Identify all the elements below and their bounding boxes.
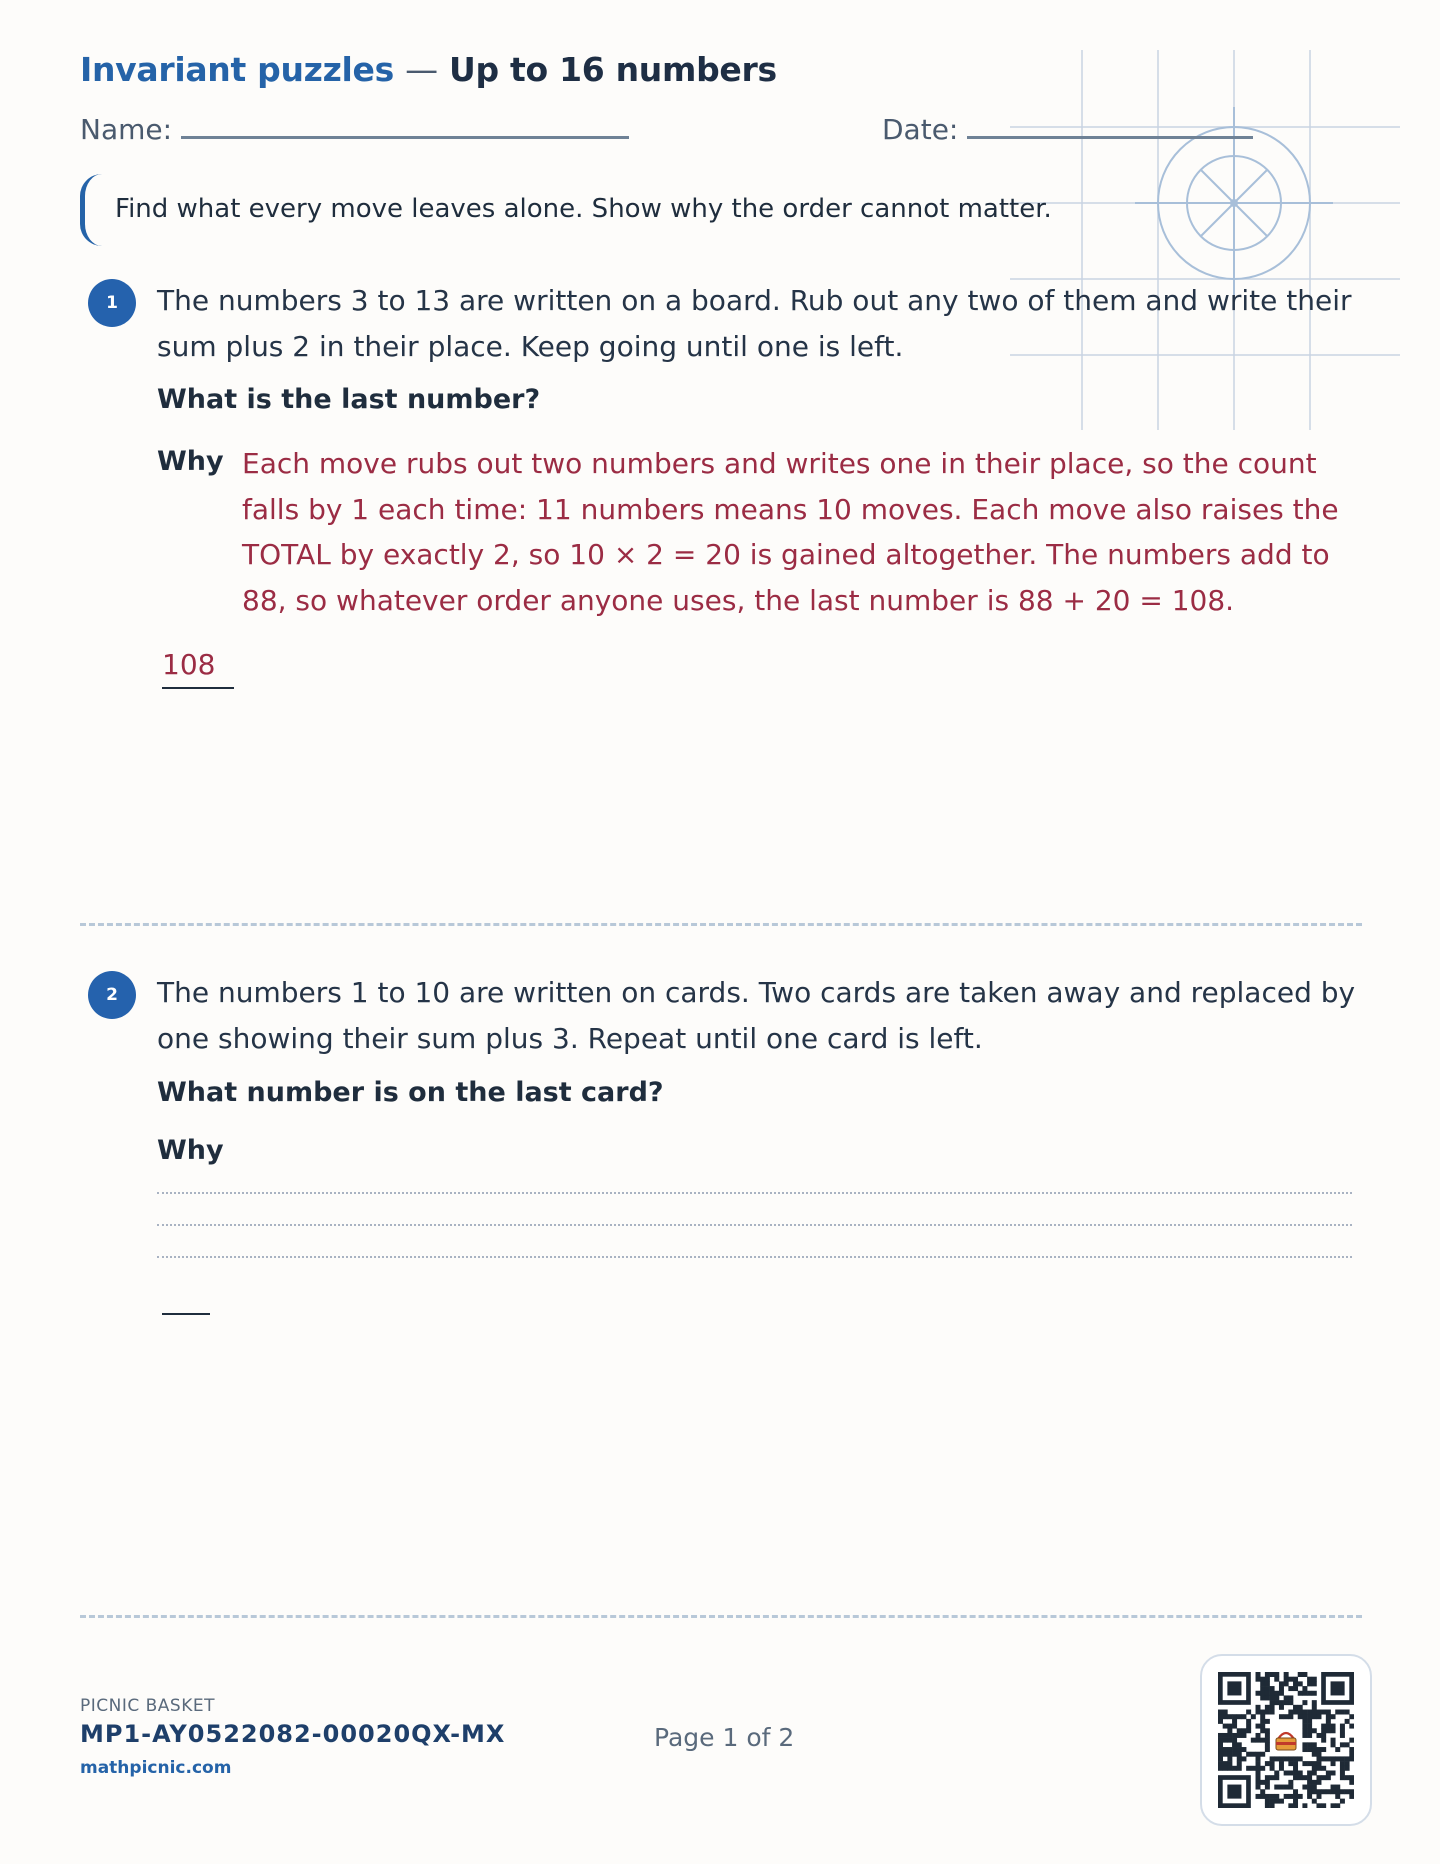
question-2-answer-line[interactable]: [162, 1313, 210, 1315]
question-2-why-label: Why: [157, 1135, 224, 1166]
why-writing-line[interactable]: [157, 1256, 1352, 1258]
name-field[interactable]: [80, 110, 629, 146]
date-label: Date:: [882, 113, 959, 146]
question-number-2: 2: [88, 971, 136, 1019]
footer-divider: [80, 1615, 1362, 1618]
date-line[interactable]: [967, 110, 1253, 139]
name-line[interactable]: [181, 110, 629, 139]
question-1-why-label: Why: [157, 446, 224, 477]
footer-brand: PICNIC BASKET: [80, 1696, 215, 1716]
footer-code: MP1-AY0522082-00020QX-MX: [80, 1720, 506, 1748]
question-1-ask: What is the last number?: [157, 384, 541, 415]
question-1-answer[interactable]: 108: [162, 648, 234, 689]
instruction-text: Find what every move leaves alone. Show why the order cannot matter.: [115, 194, 1052, 224]
title-sub: Up to 16 numbers: [449, 50, 777, 89]
why-writing-line[interactable]: [157, 1192, 1352, 1194]
title-main: Invariant puzzles: [80, 50, 394, 89]
section-divider: [80, 923, 1362, 926]
date-field[interactable]: [882, 110, 1253, 146]
question-1-why-text: Each move rubs out two numbers and writes one in their place, so the count falls by 1 each time: 11 numbers means 10 moves. Each move also raises the TOTAL by exactly 2, so 10 × 2 = 20 is gained altogether. The numbers add to 88, so whatever order anyone uses, the last number is 88 + 20 = 108.: [242, 447, 1339, 617]
page-indicator: Page 1 of 2: [654, 1723, 795, 1752]
why-writing-line[interactable]: [157, 1224, 1352, 1226]
title-separator: —: [405, 50, 438, 89]
question-2-text: The numbers 1 to 10 are written on cards. Two cards are taken away and replaced by one showing their sum plus 3. Repeat until one card is left.: [157, 976, 1356, 1055]
qr-code-icon: [1200, 1654, 1372, 1826]
footer-site-link[interactable]: mathpicnic.com: [80, 1758, 232, 1778]
question-1-text: The numbers 3 to 13 are written on a board. Rub out any two of them and write their sum plus 2 in their place. Keep going until one is left.: [157, 284, 1352, 363]
question-2-ask: What number is on the last card?: [157, 1077, 664, 1108]
picnic-basket-icon: [1276, 1733, 1296, 1750]
page-title: [80, 50, 777, 89]
question-number-1: 1: [88, 279, 136, 327]
qr-code-graphic: [1218, 1672, 1354, 1808]
name-label: Name:: [80, 113, 173, 146]
instruction-callout: [80, 174, 1085, 246]
